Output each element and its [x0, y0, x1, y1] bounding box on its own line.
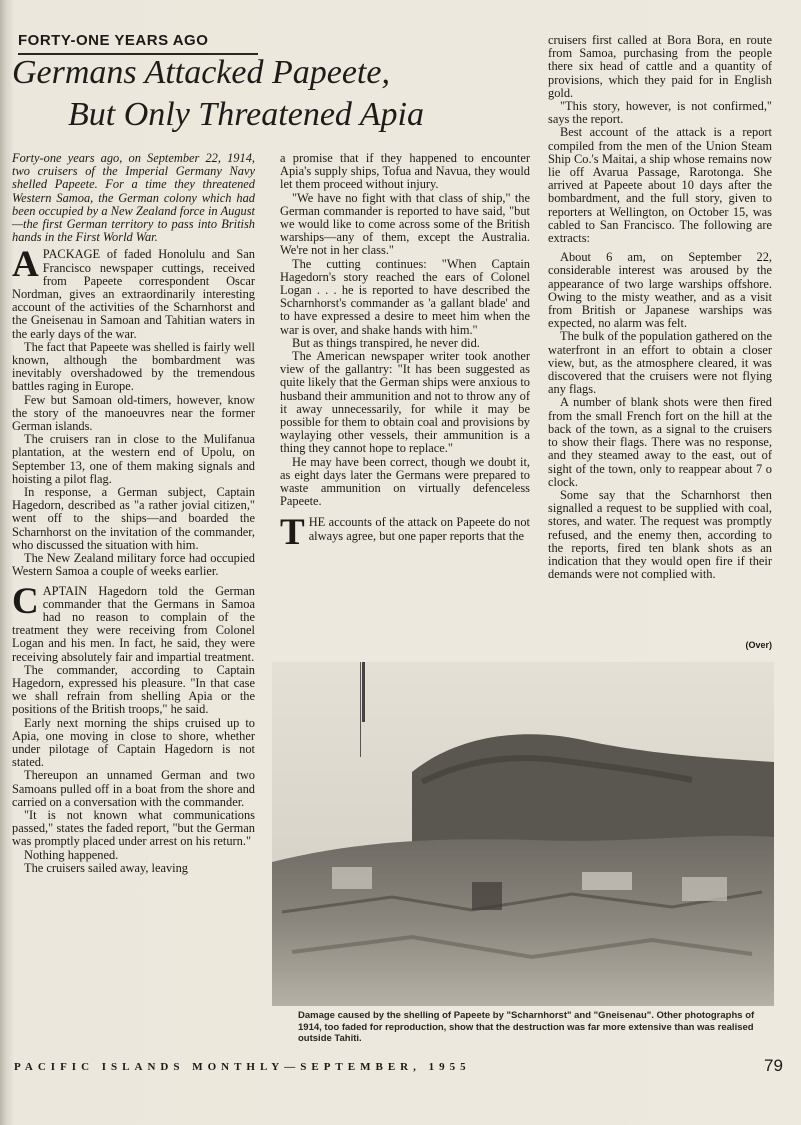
paragraph: Few but Samoan old-timers, however, know the story of the manoeuvres near the former German islands.	[12, 392, 255, 434]
paragraph	[12, 244, 255, 341]
paragraph: "We have no fight with that class of ship," the German commander is reported to have said, "but we would like to come across some of the British warships—any of them, except the Australia. We're not in her class."	[280, 190, 530, 258]
paragraph: A number of blank shots were then fired from the small French fort on the hill at the back of the town, as a signal to the cruisers to show their flags. There was no response, and they steamed away to the east, out of sight of the town, only to reappear about 7 o clock.	[548, 395, 772, 489]
paragraph: The New Zealand military force had occupied Western Samoa a couple of weeks earlier.	[12, 551, 255, 579]
paragraph: The cruisers ran in close to the Mulifanua plantation, at the western end of Upolu, on September 13, one of them making signals and hoisting a pilot flag.	[12, 432, 255, 486]
paragraph-text: PACKAGE of faded Honolulu and San Francisco newspaper cuttings, received from Papeete correspondent Oscar Nordman, gives an extraordinarily interesting account of the activities of the Scharnhorst and the Gneisenau in Samoan and Tahitian waters in the early days of the war.	[12, 247, 255, 341]
paragraph: Early next morning the ships cruised up to Apia, one moving in close to shore, whether under pilotage of Captain Hagedorn is not stated.	[12, 715, 255, 770]
paragraph: In response, a German subject, Captain Hagedorn, described as "a rather jovial citizen," went off to the ships—and boarded the Scharnhorst on the invitation of the commander, who discussed the situation with him.	[12, 485, 255, 552]
standfirst: Forty-one years ago, on September 22, 1914, two cruisers of the Imperial Germany Navy shelled Papeete. For a time they threatened Western Samoa, the German colony which had been occupied by a New Zealand force in August—the first German territory to pass into British hands in the First World War.	[12, 151, 255, 245]
paragraph: Some say that the Scharnhorst then signalled a request to be supplied with coal, stores, and water. The request was promptly refused, and the enemy then, according to the reports, fired ten blank shots as an indication that they would open fire if their demands were not complied with.	[548, 487, 772, 582]
paragraph: The cruisers sailed away, leaving	[24, 860, 188, 875]
drop-cap: C	[12, 580, 39, 622]
continued-note: (Over)	[745, 640, 772, 650]
section-kicker: FORTY-ONE YEARS AGO	[18, 32, 258, 55]
article-headline	[12, 52, 542, 136]
paragraph: The American newspaper writer took another view of the gallantry: "It has been suggested as quite likely that the German ships were anxious to husband their ammunition and not to throw any of it away unnecessarily, for while it may be possible for them to obtain coal and provisions by waylaying other vessels, their ammunition is a thing they cannot hope to replace."	[280, 349, 530, 456]
paragraph: The bulk of the population gathered on the waterfront in an effort to obtain a closer view, but, as the atmosphere cleared, it was discovered that the cruisers were not flying any flags.	[548, 329, 772, 397]
photo-image	[272, 662, 774, 1006]
paragraph: But as things transpired, he never did.	[292, 335, 480, 350]
drop-cap: A	[12, 244, 39, 286]
paragraph	[280, 512, 530, 554]
photo-caption: Damage caused by the shelling of Papeete by "Scharnhorst" and "Gneisenau". Other photographs of 1914, too faded for reproduction, show that the destruction was far more extensive than was realised outside Tahiti.	[298, 1010, 755, 1044]
paragraph: Best account of the attack is a report compiled from the men of the Union Steam Ship Co.'s Maitai, a ship whose remains now lie off Avarua Passage, Rarotonga. She arrived at Papeete about 10 days after the bombardment, and the full story, given to reporters at Wellington, on October 15, was cabled to San Francisco. The following are extracts:	[548, 125, 772, 246]
paragraph: Nothing happened.	[24, 847, 119, 862]
paragraph: a promise that if they happened to encounter Apia's supply ships, Tofua and Navua, they would let them proceed without injury.	[280, 151, 530, 192]
paragraph: Thereupon an unnamed German and two Samoans pulled off in a boat from the shore and carried on a conversation with the commander.	[12, 768, 255, 809]
paragraph-text: APTAIN Hagedorn told the German commander that the Germans in Samoa had no reason to complain of the treatment they were receiving from Colonel Logan and his men. In fact, he said, they were receiving absolutely fair and impartial treatment.	[12, 583, 255, 664]
bombardment-photo	[272, 662, 774, 1006]
paragraph: He may have been correct, though we doubt it, as eight days later the Germans were prepared to waste ammunition on virtually defenceless Papeete.	[280, 454, 530, 509]
paragraph	[12, 580, 255, 664]
paragraph: The fact that Papeete was shelled is fairly well known, although the bombardment was inevitably overshadowed by the tremendous battles raging in Europe.	[12, 339, 255, 394]
page-number: 79	[764, 1056, 783, 1075]
paragraph: The commander, according to Captain Hagedorn, expressed his pleasure. "In that case we shall refrain from shelling Apia or the positions of the British troops," he said.	[12, 662, 255, 717]
magazine-footer: PACIFIC ISLANDS MONTHLY—SEPTEMBER, 1955	[14, 1061, 471, 1073]
article-column-3	[548, 34, 772, 581]
headline-line-1: Germans Attacked Papeete,	[12, 54, 390, 91]
paragraph: About 6 am, on September 22, considerable interest was aroused by the appearance of two large warships offshore. Owing to the misty weather, and as a visit from British or Japanese warships was expected, no alarm was felt.	[548, 250, 772, 331]
headline-line-2: But Only Threatened Apia	[68, 96, 425, 133]
paragraph: The cutting continues: "When Captain Hagedorn's story reached the ears of Colonel Logan . . . he is reported to have described the Scharnhorst's commander as 'a gallant blade' and to have expressed a desire to meet him when the war is over, and shake hands with him."	[280, 256, 530, 337]
drop-cap: T	[280, 512, 305, 554]
paragraph: "This story, however, is not confirmed," says the report.	[548, 99, 772, 127]
paragraph: cruisers first called at Bora Bora, en route from Samoa, purchasing from the people there six head of cattle and a quantity of provisions, which they paid for in English gold.	[548, 33, 772, 100]
article-column-1	[12, 152, 255, 875]
paragraph-text: HE accounts of the attack on Papeete do not always agree, but one paper reports that the	[308, 515, 530, 543]
paragraph: "It is not known what communications passed," states the faded report, "but the German was promptly placed under arrest on his return."	[12, 807, 255, 849]
article-column-2	[280, 151, 530, 554]
